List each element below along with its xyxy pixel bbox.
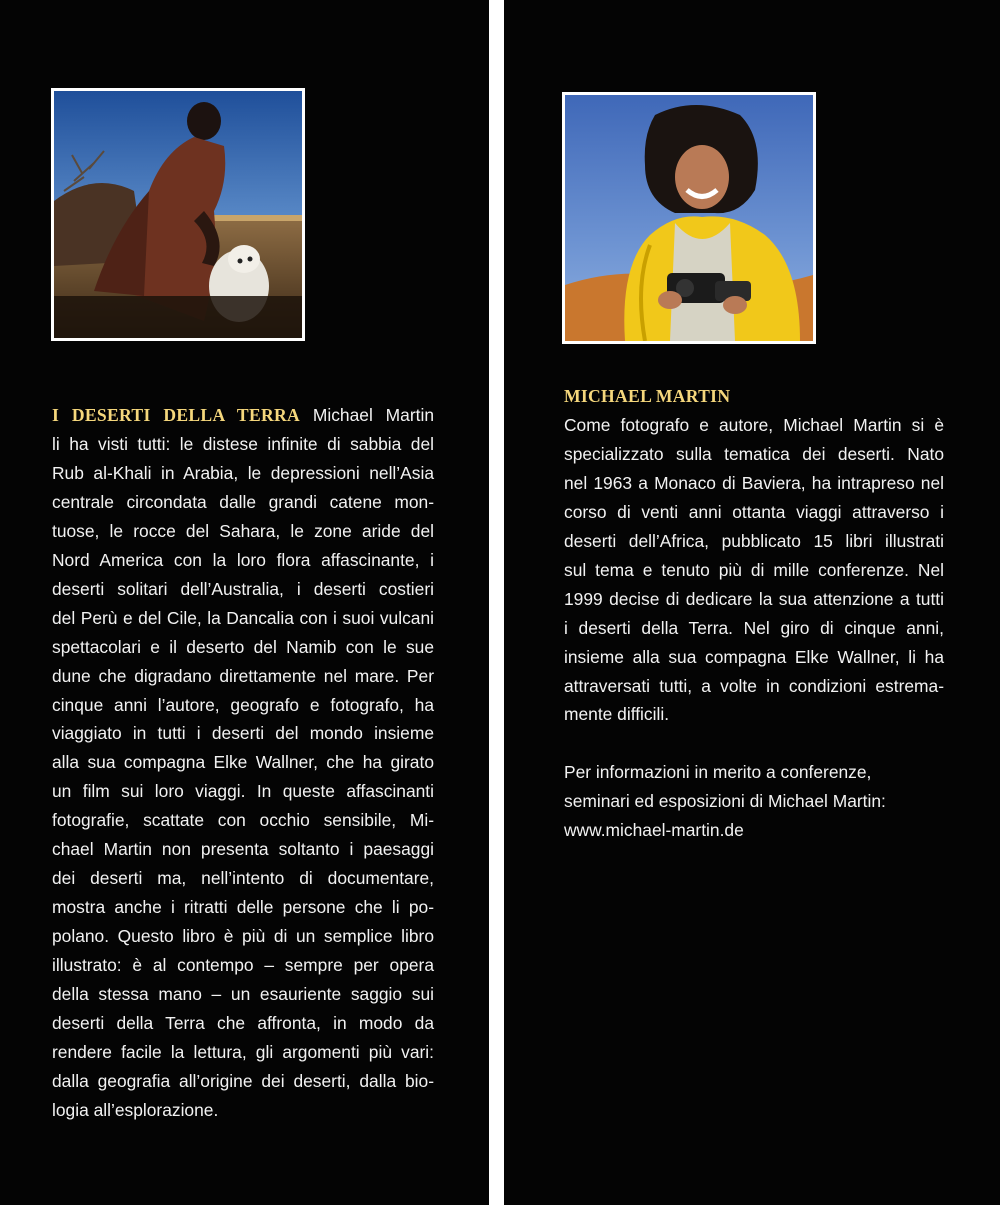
- description-line: alla sua compagna Elke Wallner, che ha girato: [52, 752, 434, 773]
- bio-line: Come fotografo e autore, Michael Martin si è: [564, 414, 944, 435]
- bio-line: insieme alla sua compagna Elke Wallner, li ha: [564, 646, 944, 667]
- bio-line: i deserti della Terra. Nel giro di cinque anni,: [564, 617, 944, 638]
- description-line: Nord America con la loro flora affascinante, i: [52, 549, 434, 570]
- description-line: della stessa mano – un esauriente saggio sui: [52, 984, 434, 1005]
- description-line: polano. Questo libro è più di un semplice libro: [52, 926, 434, 947]
- description-line: dalla geografia all’origine dei deserti, dalla bio-: [52, 1070, 434, 1091]
- author-name-heading: MICHAEL MARTIN: [564, 386, 731, 406]
- bio-line: 1999 decise di dedicare la sua attenzione a tutti: [564, 588, 944, 609]
- author-portrait-image: [565, 95, 813, 341]
- description-line: li ha visti tutti: le distese infinite di sabbia del: [52, 433, 434, 454]
- description-line: del Perù e del Cile, la Dancalia con i suoi vulcani: [52, 607, 434, 628]
- bio-line: attraversati tutti, a volte in condizioni estrema-: [564, 675, 944, 696]
- description-line: Michael Martin: [300, 405, 435, 425]
- bio-line: specializzato sulla tematica dei deserti. Nato: [564, 443, 944, 464]
- description-line: dei deserti ma, nell’intento di documentare,: [52, 868, 434, 889]
- bio-line: sul tema e tenuto più di mille conferenze. Nel: [564, 559, 944, 580]
- description-line: fotografie, scattate con occhio sensibile, Mi-: [52, 810, 434, 831]
- bio-line: deserti dell’Africa, pubblicato 15 libri illustrati: [564, 530, 944, 551]
- bio-line: corso di venti anni ottanta viaggi attraverso i: [564, 501, 944, 522]
- description-line: centrale circondata dalle grandi catene mon-: [52, 491, 434, 512]
- description-line: mostra anche i ritratti delle persone che li po-: [52, 897, 434, 918]
- desert-child-photo-image: [54, 91, 302, 338]
- author-portrait-photo: [562, 92, 816, 344]
- website-link[interactable]: www.michael-martin.de: [564, 820, 744, 841]
- book-title-heading: I DESERTI DELLA TERRA: [52, 405, 301, 425]
- left-flap: [0, 0, 489, 1205]
- bio-line: nel 1963 a Monaco di Baviera, ha intrapreso nel: [564, 472, 944, 493]
- description-line: cinque anni l’autore, geografo e fotografo, ha: [52, 694, 434, 715]
- info-line: seminari ed esposizioni di Michael Martin:: [564, 791, 886, 812]
- description-line: Rub al-Khali in Arabia, le depressioni nell’Asia: [52, 462, 434, 483]
- description-line: illustrato: è al contempo – sempre per opera: [52, 955, 434, 976]
- description-line: un film sui loro viaggi. In queste affascinanti: [52, 781, 434, 802]
- author-bio: [564, 382, 944, 845]
- description-line: deserti solitari dell’Australia, i deserti costieri: [52, 578, 434, 599]
- description-line: viaggiato in tutti i deserti del mondo insieme: [52, 723, 434, 744]
- paragraph-gap: [564, 729, 944, 758]
- description-line: tuose, le rocce del Sahara, le zone aride del: [52, 520, 434, 541]
- description-line: chael Martin non presenta soltanto i paesaggi: [52, 839, 434, 860]
- book-description: [52, 401, 434, 1125]
- description-line: logia all’esplorazione.: [52, 1099, 219, 1120]
- description-first-line: [52, 401, 434, 430]
- right-flap: [504, 0, 1000, 1205]
- desert-child-photo: [51, 88, 305, 341]
- bio-line: mente difficili.: [564, 704, 670, 725]
- description-line: deserti della Terra che affronta, in modo da: [52, 1013, 434, 1034]
- description-line: spettacolari e il deserto del Namib con le sue: [52, 636, 434, 657]
- description-line: rendere facile la lettura, gli argomenti più vari:: [52, 1041, 434, 1062]
- description-line: dune che digradano direttamente nel mare. Per: [52, 665, 434, 686]
- info-line: Per informazioni in merito a conferenze,: [564, 762, 872, 783]
